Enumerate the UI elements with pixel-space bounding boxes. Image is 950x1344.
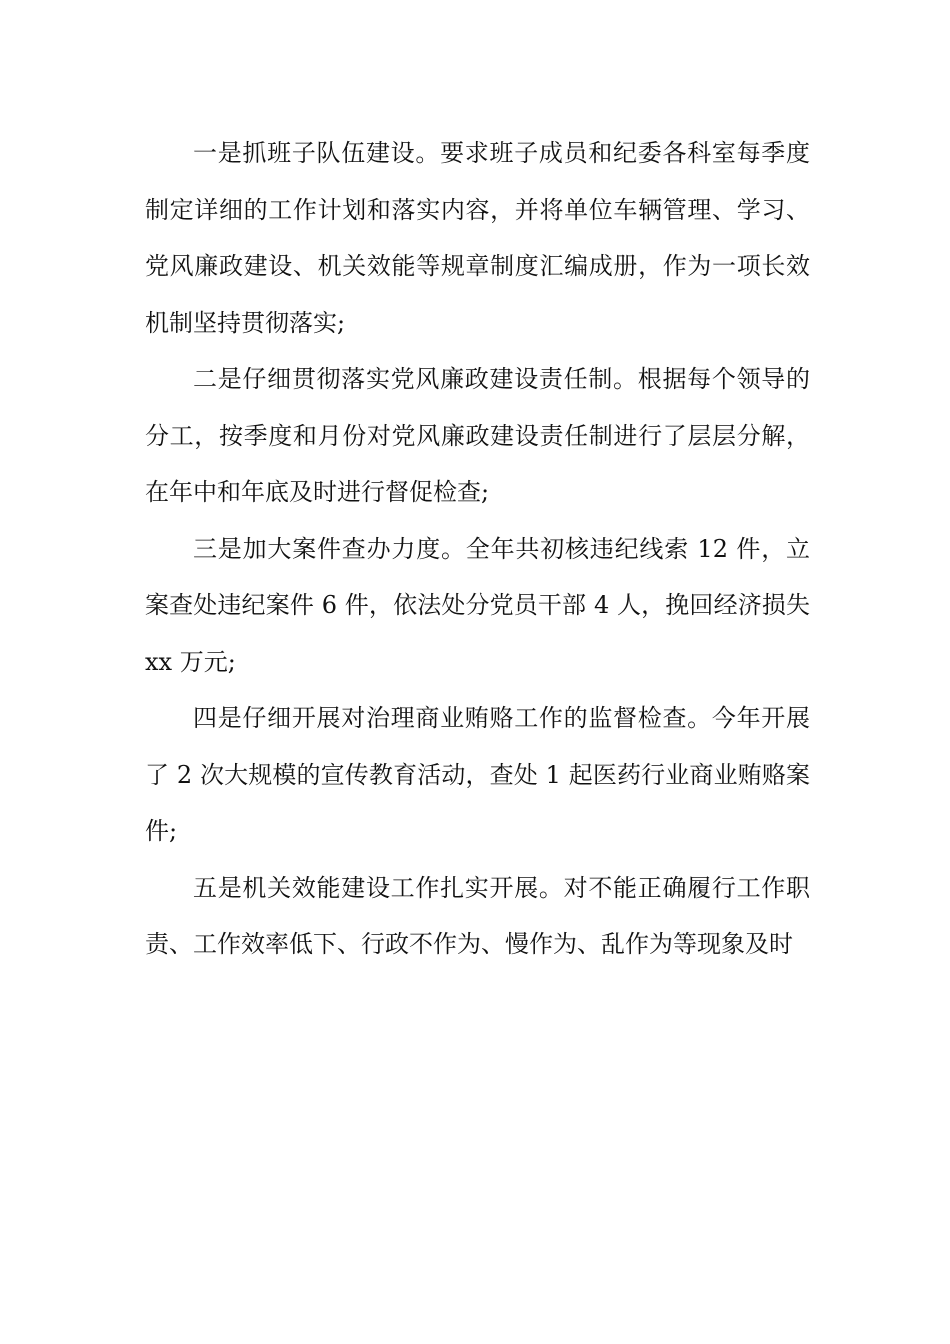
paragraph-team-building: 一是抓班子队伍建设。要求班子成员和纪委各科室每季度制定详细的工作计划和落实内容，并将单位车辆管理、学习、党风廉政建设、机关效能等规章制度汇编成册，作为一项长效机制坚持贯彻落实;: [145, 139, 810, 337]
paragraph-commercial-bribery: 四是仔细开展对治理商业贿赂工作的监督检查。今年开展了 2 次大规模的宣传教育活动，查处 1 起医药行业商业贿赂案件;: [145, 704, 810, 845]
paragraph-efficiency-building: 五是机关效能建设工作扎实开展。对不能正确履行工作职责、工作效率低下、行政不作为、慢作为、乱作为等现象及时: [145, 873, 810, 958]
paragraph-case-handling: 三是加大案件查办力度。全年共初核违纪线索 12 件，立案查处违纪案件 6 件，依法处分党员干部 4 人，挽回经济损失 xx 万元;: [145, 534, 810, 676]
paragraph-responsibility-system: 二是仔细贯彻落实党风廉政建设责任制。根据每个领导的分工，按季度和月份对党风廉政建设责任制进行了层层分解，在年中和年底及时进行督促检查;: [145, 365, 810, 506]
document-body: [145, 125, 810, 973]
